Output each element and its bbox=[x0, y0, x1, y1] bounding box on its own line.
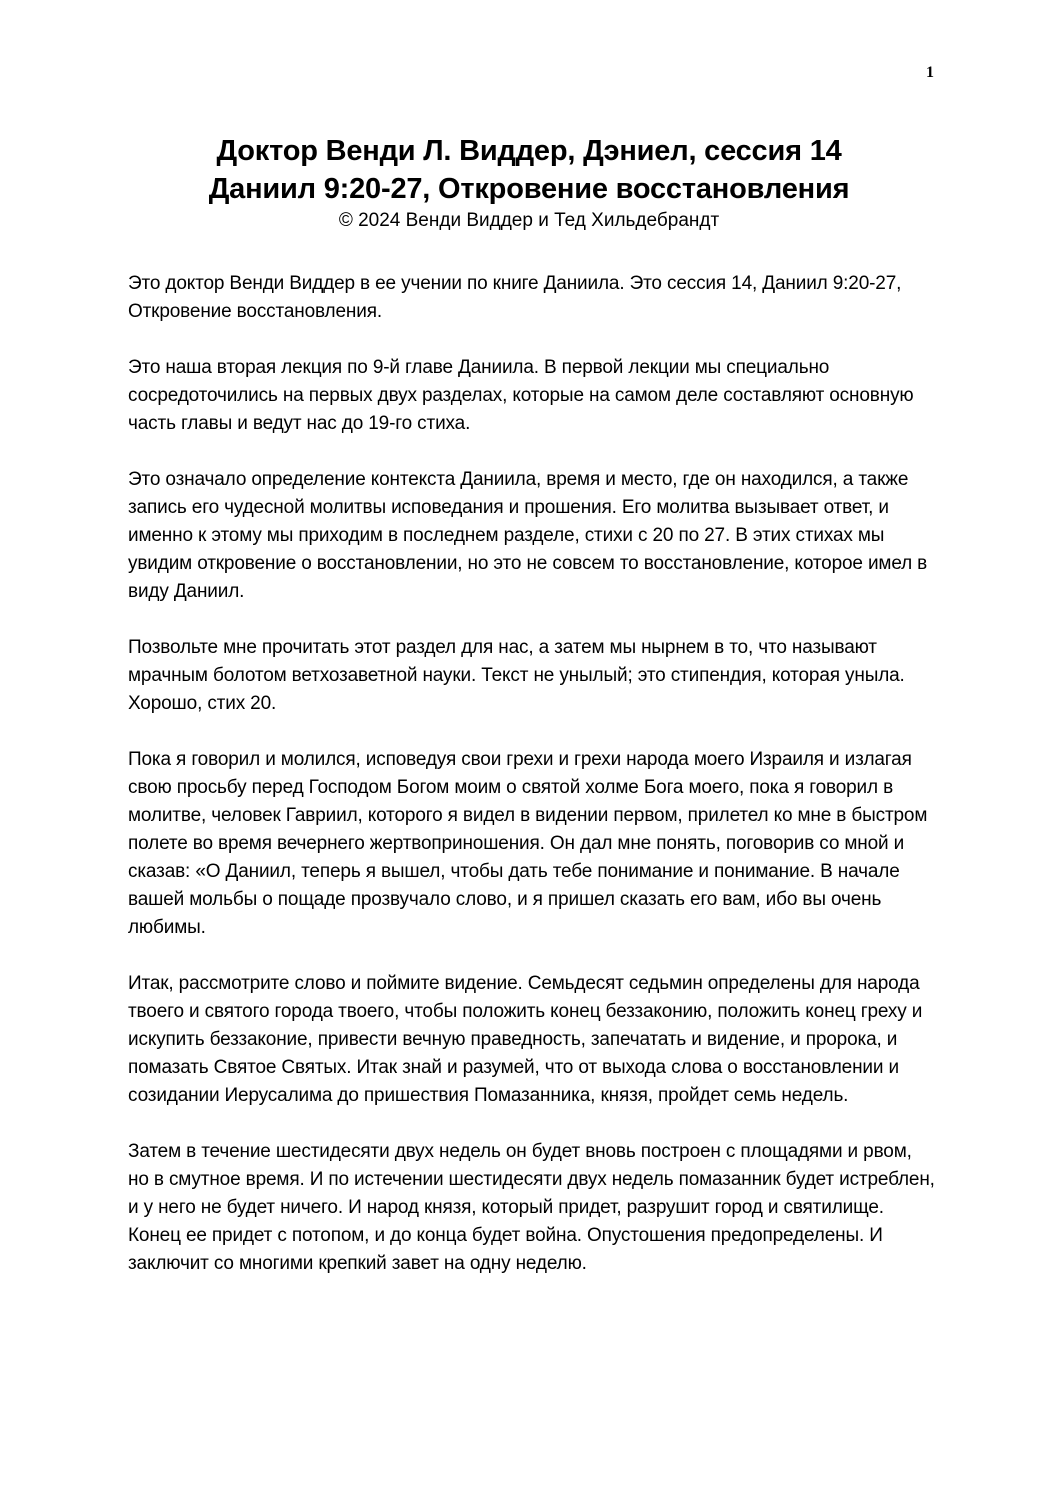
paragraph-2: Это наша вторая лекция по 9-й главе Даниила. В первой лекции мы специально сосредоточились на первых двух разделах, которые на самом деле составляют основную часть главы и ведут нас до 19-го стиха. bbox=[128, 357, 914, 434]
page-number: 1 bbox=[926, 64, 934, 81]
paragraph-7: Затем в течение шестидесяти двух недель он будет вновь построен с площадями и рвом, но в смутное время. И по истечении шестидесяти двух недель помазанник будет истреблен, и у него не будет ничего. И народ князя, который придет, разрушит город и святилище. Конец ее придет с потопом, и до конца будет война. Опустошения предопределены. И заключит со многими крепкий завет на одну неделю. bbox=[128, 1141, 935, 1274]
document-title-line-1: Доктор Венди Л. Виддер, Дэниел, сессия 14 bbox=[216, 135, 842, 167]
paragraph-4: Позвольте мне прочитать этот раздел для нас, а затем мы нырнем в то, что называют мрачным болотом ветхозаветной науки. Текст не унылый; это стипендия, которая уныла. Хорошо, стих 20. bbox=[128, 637, 905, 714]
copyright-notice: © 2024 Венди Виддер и Тед Хильдебрандт bbox=[338, 210, 720, 231]
paragraph-1: Это доктор Венди Виддер в ее учении по книге Даниила. Это сессия 14, Даниил 9:20-27, Откровение восстановления. bbox=[128, 273, 902, 322]
document-title-line-2: Даниил 9:20-27, Откровение восстановления bbox=[208, 173, 850, 205]
document-header bbox=[0, 132, 1058, 234]
paragraph-3: Это означало определение контекста Даниила, время и место, где он находился, а также запись его чудесной молитвы исповедания и прошения. Его молитва вызывает ответ, и именно к этому мы приходим в последнем разделе, стихи с 20 по 27. В этих стихах мы увидим откровение о восстановлении, но это не совсем то восстановление, которое имел в виду Даниил. bbox=[128, 469, 928, 602]
paragraph-5: Пока я говорил и молился, исповедуя свои грехи и грехи народа моего Израиля и излагая свою просьбу перед Господом Богом моим о святой холме Бога моего, пока я говорил в молитве, человек Гавриил, которого я видел в видении первом, прилетел ко мне в быстром полете во время вечернего жертвоприношения. Он дал мне понять, поговорив со мной и сказав: «О Даниил, теперь я вышел, чтобы дать тебе понимание и понимание. В начале вашей мольбы о пощаде прозвучало слово, и я пришел сказать его вам, ибо вы очень любимы. bbox=[128, 749, 928, 938]
document-body bbox=[128, 270, 936, 1306]
paragraph-6: Итак, рассмотрите слово и поймите видение. Семьдесят седьмин определены для народа твоего и святого города твоего, чтобы положить конец беззаконию, положить конец греху и искупить беззаконие, привести вечную праведность, запечатать и видение, и пророка, и помазать Святое Святых. Итак знай и разумей, что от выхода слова о восстановлении и созидании Иерусалима до пришествия Помазанника, князя, пройдет семь недель. bbox=[128, 973, 923, 1106]
